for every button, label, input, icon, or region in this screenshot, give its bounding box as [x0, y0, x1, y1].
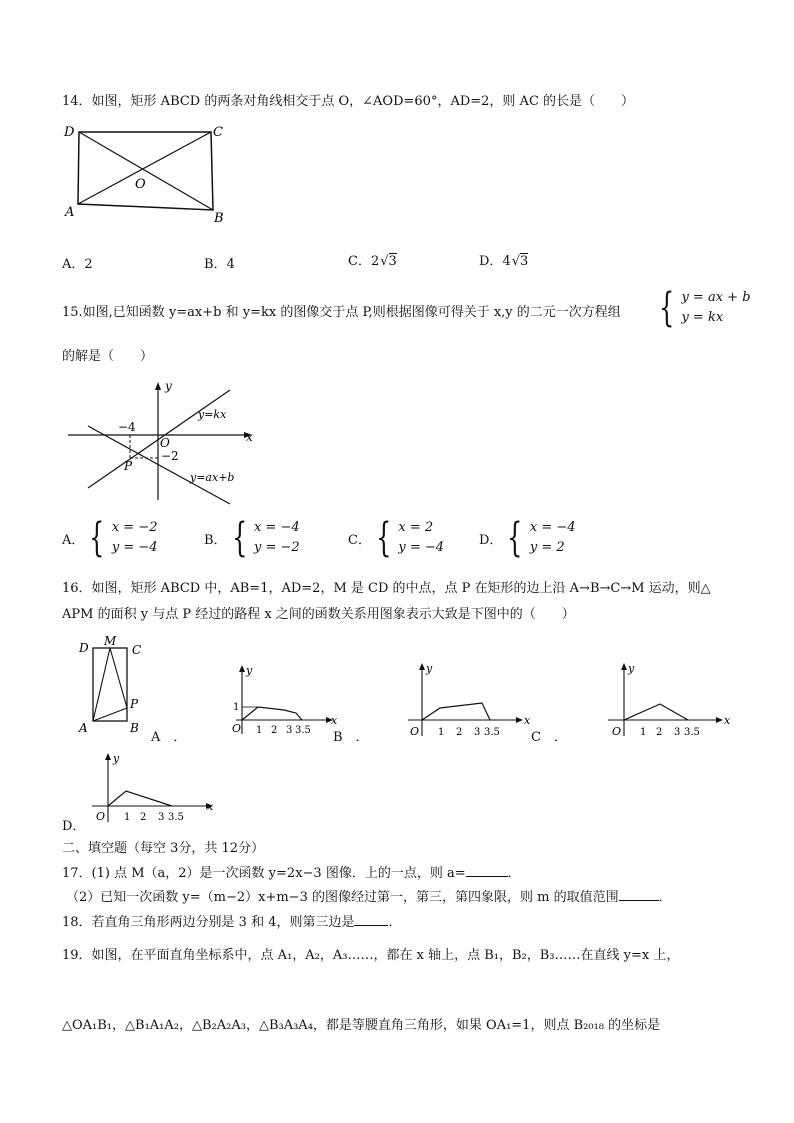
- q15-option-a[interactable]: A． { x = −2 y = −4: [62, 515, 158, 561]
- q14-option-d[interactable]: D．4√3: [479, 254, 529, 269]
- svg-text:2: 2: [271, 725, 278, 736]
- q14-option-b[interactable]: B．4: [204, 257, 235, 272]
- q16-segment-am: [93, 648, 110, 721]
- svg-text:O: O: [612, 725, 622, 738]
- q16-rectangle-figure: [76, 636, 156, 736]
- q16-segment-mp: [110, 648, 127, 708]
- q14-stem: 14．如图，矩形 ABCD 的两条对角线相交于点 O，∠AOD=60°，AD=2，则 AC 的长是（ ）: [62, 94, 635, 109]
- svg-text:x: x: [724, 714, 731, 727]
- q14-label-c: C: [213, 125, 223, 140]
- q14-label-b: B: [214, 211, 224, 226]
- svg-text:3: 3: [158, 812, 165, 823]
- svg-text:1: 1: [124, 812, 131, 823]
- svg-text:2: 2: [456, 727, 463, 738]
- q14-rectangle-figure: [62, 122, 232, 227]
- q15-equation-system: { y = ax + b y = kx: [659, 285, 751, 331]
- q17-blank-2[interactable]: [619, 900, 659, 901]
- q14-option-a[interactable]: A．2: [62, 257, 93, 272]
- svg-text:3.5: 3.5: [295, 725, 311, 736]
- q15-label-neg4: −4: [118, 420, 136, 434]
- q16-label-b: B: [130, 721, 139, 735]
- q16-graph-e-curve: [108, 791, 172, 806]
- q14-label-a: A: [65, 205, 75, 220]
- q16-graph-c-curve: [422, 703, 490, 720]
- q14-option-c[interactable]: C．2√3: [348, 254, 397, 269]
- q17-part2: （2）已知一次函数 y=（m−2）x+m−3 的图像经过第一，第三，第四象限，则 m 的取值范围 ．: [66, 890, 672, 905]
- q14-label-d: D: [64, 125, 75, 140]
- svg-text:O: O: [410, 725, 420, 738]
- svg-text:2: 2: [656, 727, 663, 738]
- q16-label-m: M: [104, 634, 117, 648]
- q19-line1: 19．如图，在平面直角坐标系中，点 A₁，A₂，A₃……，都在 x 轴上，点 B₁，B₂，B₃……在直线 y=x 上，: [62, 948, 680, 963]
- q15-label-neg2: −2: [161, 449, 179, 463]
- q16-label-d: D: [79, 641, 89, 655]
- svg-text:3: 3: [474, 727, 481, 738]
- q19-line2: △OA₁B₁，△B₁A₁A₂，△B₂A₂A₃，△B₃A₃A₄，都是等腰直角三角形，如果 OA₁=1，则点 B₂₀₁₈ 的坐标是: [62, 1018, 661, 1033]
- svg-text:1: 1: [438, 727, 445, 738]
- svg-text:1: 1: [640, 727, 647, 738]
- q16-label-p: P: [130, 697, 139, 711]
- q16-graph-b-curve: [242, 707, 302, 720]
- q15-label-kx: y=kx: [198, 408, 227, 421]
- svg-text:1: 1: [256, 725, 263, 736]
- q16-label-c: C: [132, 643, 142, 657]
- svg-text:3.5: 3.5: [168, 812, 184, 823]
- q16-graph-b: [228, 662, 338, 742]
- q15-label-y: y: [165, 379, 172, 393]
- q15-label-axb: y=ax+b: [190, 471, 235, 484]
- q16-graph-c: [404, 660, 534, 744]
- q15-label-o: O: [160, 436, 170, 450]
- q17-part1: 17．(1) 点 M（a，2）是一次函数 y=2x−3 图像．上的一点，则 a= ．: [62, 866, 521, 881]
- svg-text:O: O: [232, 722, 242, 735]
- q16-stem-line2: APM 的面积 y 与点 P 经过的路程 x 之间的函数关系用图象表示大致是下图中的（ ）: [62, 607, 575, 622]
- q15-line-axb: [88, 426, 230, 504]
- q16-stem-line1: 16．如图，矩形 ABCD 中，AB=1，AD=2，M 是 CD 的中点，点 P 在矩形的边上沿 A→B→C→M 运动，则△: [62, 581, 711, 596]
- q15-option-b[interactable]: B． { x = −4 y = −2: [204, 515, 300, 561]
- q16-option-c[interactable]: C ．: [531, 730, 567, 745]
- svg-text:x: x: [207, 800, 214, 813]
- svg-text:2: 2: [140, 812, 147, 823]
- q15-option-c[interactable]: C． { x = 2 y = −4: [348, 515, 445, 561]
- q14-diagonal-bd: [79, 132, 213, 210]
- q18: 18．若直角三角形两边分别是 3 和 4，则第三边是 ．: [62, 915, 402, 930]
- svg-text:3: 3: [674, 727, 681, 738]
- q16-graph-d-curve: [624, 704, 688, 720]
- svg-text:y: y: [113, 752, 120, 765]
- svg-text:3: 3: [286, 725, 293, 736]
- q14-label-o: O: [135, 177, 146, 192]
- q16-option-b[interactable]: B ．: [333, 730, 369, 745]
- svg-text:y: y: [426, 662, 433, 675]
- q16-option-a[interactable]: A ．: [151, 730, 187, 745]
- q15-option-d[interactable]: D． { x = −4 y = 2: [479, 515, 576, 561]
- q17-blank-1[interactable]: [466, 876, 508, 877]
- q18-blank[interactable]: [354, 925, 388, 926]
- q16-graph-e: [88, 750, 218, 830]
- svg-text:x: x: [331, 714, 338, 727]
- svg-text:x: x: [524, 714, 531, 727]
- svg-text:y: y: [628, 662, 635, 675]
- svg-text:3.5: 3.5: [684, 727, 700, 738]
- q15-graph: [66, 378, 266, 508]
- q15-stem: 15.如图,已知函数 y=ax+b 和 y=kx 的图像交于点 P,则根据图像可得关于 x,y 的二元一次方程组: [62, 305, 621, 320]
- q16-graph-d: [604, 660, 734, 744]
- svg-text:y: y: [246, 664, 253, 677]
- q16-option-d[interactable]: D．: [62, 819, 86, 834]
- q16-label-a: A: [79, 721, 88, 735]
- svg-text:3.5: 3.5: [484, 727, 500, 738]
- q15-label-x: x: [246, 430, 253, 444]
- svg-text:1: 1: [233, 702, 240, 713]
- q16-segment-ap: [93, 708, 127, 721]
- svg-text:O: O: [96, 810, 106, 823]
- q15-y-arrow-icon: [155, 382, 161, 390]
- q15-label-p: P: [124, 459, 133, 473]
- section-fill-in-title: 二、填空题（每空 3分，共 12分）: [62, 841, 265, 856]
- q15-stem-end: 的解是（ ）: [62, 349, 154, 364]
